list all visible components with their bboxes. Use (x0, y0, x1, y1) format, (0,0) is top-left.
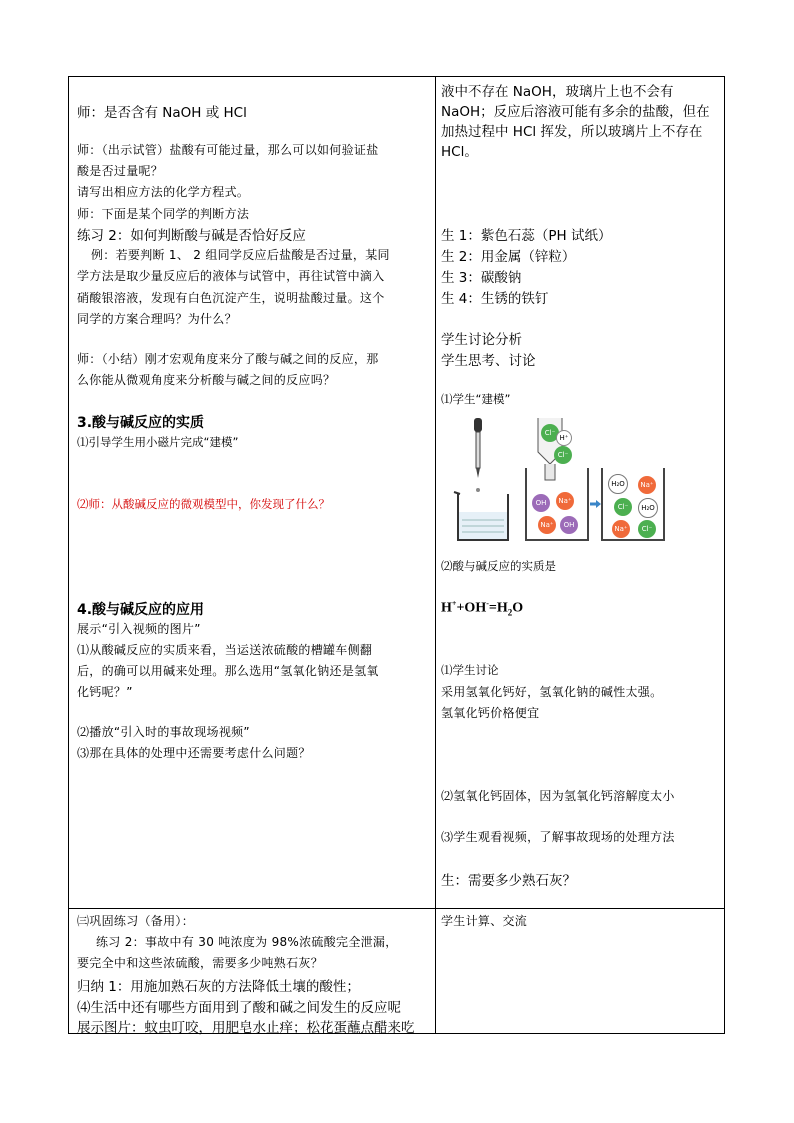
text-line: 生 4：生锈的铁钉 (441, 291, 549, 307)
text-line: HCl。 (441, 144, 478, 160)
sodium-ion-icon: Na⁺ (612, 520, 630, 538)
water-molecule-icon: H₂O (608, 474, 628, 494)
text-line: 么你能从微观角度来分析酸与碱之间的反应吗？ (77, 373, 336, 387)
text-line: ⑵酸与碱反应的实质是 (441, 559, 556, 573)
text-line: NaOH；反应后溶液可能有多余的盐酸，但在 (441, 104, 710, 120)
text-line: 练习 2：事故中有 30 吨浓度为 98%浓硫酸完全泄漏， (96, 935, 398, 949)
neutralization-equation (441, 599, 523, 617)
text-line: 请写出相应方法的化学方程式。 (77, 185, 250, 199)
text-line: 同学的方案合理吗？为什么？ (77, 312, 237, 326)
text-line: 液中不存在 NaOH，玻璃片上也不会有 (441, 84, 674, 100)
text-line: ⑴学生“建模” (441, 392, 511, 406)
equation-superscript: - (486, 599, 489, 608)
text-line: 化钙呢？” (77, 685, 133, 699)
text-line: 师：下面是某个同学的判断方法 (77, 207, 250, 221)
text-line: ⑴引导学生用小磁片完成“建模” (77, 435, 239, 449)
text-line: 采用氢氧化钙好，氢氧化钠的碱性太强。 (441, 685, 663, 699)
text-line: 展示图片：蚊虫叮咬，用肥皂水止痒；松花蛋蘸点醋来吃 (77, 1020, 415, 1036)
text-line: 师：（小结）刚才宏观角度来分了酸与碱之间的反应，那 (77, 352, 379, 366)
text-line: ⑵播放“引入时的事故现场视频” (77, 725, 250, 739)
column-divider (435, 77, 436, 1033)
text-line: 生：需要多少熟石灰？ (441, 873, 576, 889)
sodium-ion-icon: Na⁺ (538, 516, 556, 534)
text-line: ⑵氢氧化钙固体，因为氢氧化钙溶解度太小 (441, 789, 675, 803)
chloride-ion-icon: Cl⁻ (614, 498, 632, 516)
chloride-ion-icon: Cl⁻ (638, 520, 656, 538)
text-line: 生 1：紫色石蕊（PH 试纸） (441, 228, 612, 244)
equation-part: H (441, 600, 452, 616)
text-line: 生 3：碳酸钠 (441, 270, 522, 286)
text-line: 学生思考、讨论 (441, 353, 536, 369)
text-line: ⑷生活中还有哪些方面用到了酸和碱之间发生的反应呢 (77, 1000, 401, 1016)
text-line: 师：是否含有 NaOH 或 HCl (77, 105, 247, 121)
water-molecule-icon: H₂O (638, 498, 658, 518)
text-line: ⑴学生讨论 (441, 663, 499, 677)
equation-part: O (512, 600, 524, 616)
text-line: 要完全中和这些浓硫酸，需要多少吨熟石灰？ (77, 956, 324, 970)
equation-subscript: 2 (507, 607, 513, 618)
text-line: 学生计算、交流 (441, 914, 528, 928)
hydroxide-ion-icon: OH (560, 516, 578, 534)
equation-part: =H (488, 600, 508, 616)
section-heading: 3.酸与碱反应的实质 (77, 415, 205, 431)
exercise-title: 练习 2：如何判断酸与碱是否恰好反应 (77, 228, 306, 244)
equation-superscript: + (451, 599, 457, 608)
row-divider (69, 908, 724, 909)
text-line: ⑶那在具体的处理中还需要考虑什么问题？ (77, 746, 311, 760)
text-line: 例：若要判断 1、 2 组同学反应后盐酸是否过量，某同 (91, 248, 390, 262)
equation-part: +OH (456, 600, 487, 616)
text-line: 归纳 1：用施加熟石灰的方法降低土壤的酸性； (77, 979, 360, 995)
text-line: ⑴从酸碱反应的实质来看，当运送浓硫酸的槽罐车侧翻 (77, 643, 373, 657)
text-line: 硝酸银溶液，发现有白色沉淀产生，说明盐酸过量。这个 (77, 291, 385, 305)
sodium-ion-icon: Na⁺ (638, 476, 656, 494)
hydrogen-ion-icon: H⁺ (556, 430, 572, 446)
sodium-ion-icon: Na⁺ (556, 492, 574, 510)
text-line: ㈢巩固练习（备用）： (77, 914, 195, 928)
text-line-red: ⑵师：从酸碱反应的微观模型中，你发现了什么？ (77, 497, 330, 511)
text-line: 学方法是取少量反应后的液体与试管中，再往试管中滴入 (77, 269, 385, 283)
section-heading: 4.酸与碱反应的应用 (77, 602, 205, 618)
text-line: 生 2：用金属（锌粒） (441, 249, 576, 265)
text-line: 加热过程中 HCl 挥发，所以玻璃片上不存在 (441, 124, 703, 140)
text-line: 师：（出示试管）盐酸有可能过量，那么可以如何验证盐 (77, 143, 379, 157)
chloride-ion-icon: Cl⁻ (541, 424, 559, 442)
text-line: 学生讨论分析 (441, 332, 522, 348)
hydroxide-ion-icon: OH (532, 494, 550, 512)
reaction-model-illustration (446, 416, 671, 544)
text-line: 酸是否过量呢？ (77, 164, 164, 178)
text-line: 氢氧化钙价格便宜 (441, 706, 540, 720)
text-line: 展示“引入视频的图片” (77, 622, 201, 636)
text-line: ⑶学生观看视频，了解事故现场的处理方法 (441, 830, 675, 844)
chloride-ion-icon: Cl⁻ (554, 446, 572, 464)
text-line: 后，的确可以用碱来处理。那么选用“氢氧化钠还是氢氧 (77, 664, 379, 678)
